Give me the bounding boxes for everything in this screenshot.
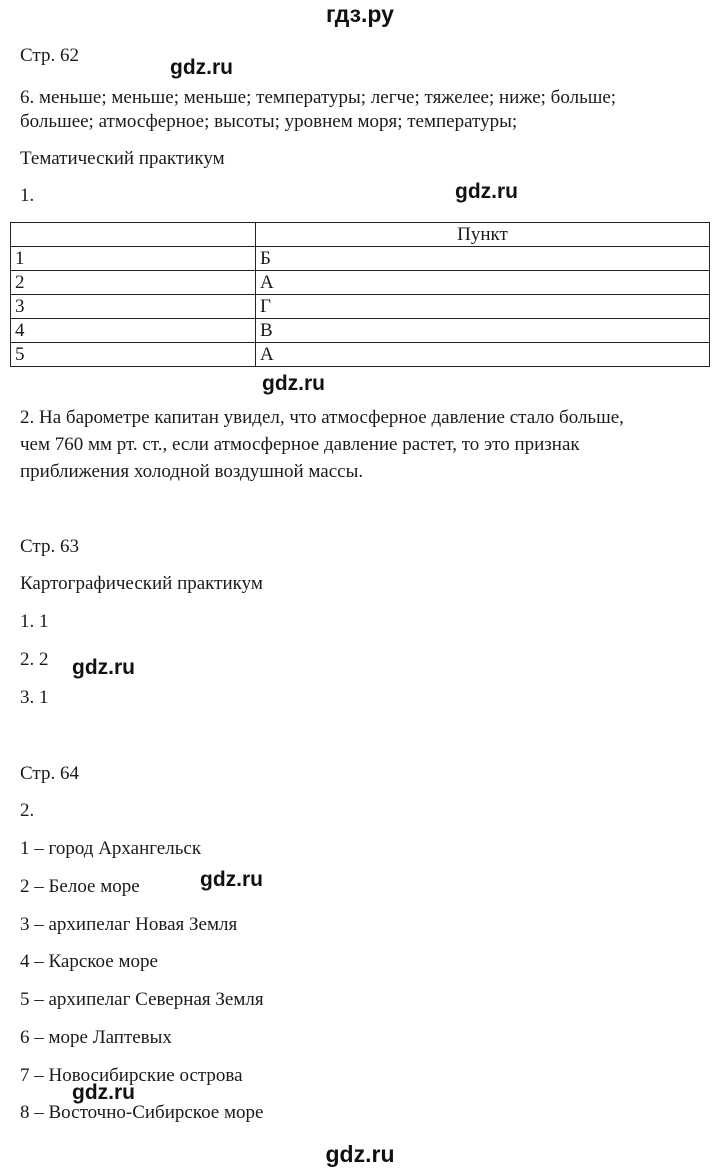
task-2-label: 2. — [20, 800, 35, 821]
table-row — [11, 319, 710, 343]
page-62-heading: Стр. 62 — [20, 45, 79, 66]
table-cell: 1 — [11, 247, 256, 271]
page-64-heading: Стр. 64 — [20, 763, 79, 784]
list-item: 7 – Новосибирские острова — [20, 1065, 243, 1086]
list-item: 5 – архипелаг Северная Земля — [20, 989, 264, 1010]
table-row — [11, 271, 710, 295]
table-cell: А — [256, 343, 710, 367]
thematic-practicum-heading: Тематический практикум — [20, 148, 225, 169]
table-cell: Г — [256, 295, 710, 319]
answer-item: 3. 1 — [20, 687, 49, 708]
table-row — [11, 343, 710, 367]
task-6-line-1: 6. меньше; меньше; меньше; температуры; легче; тяжелее; ниже; больше; — [20, 87, 617, 108]
task-2-line-3: приближения холодной воздушной массы. — [20, 461, 364, 482]
task-2-line-2: чем 760 мм рт. ст., если атмосферное давление растет, то это признак — [20, 434, 580, 455]
answer-item: 2. 2 — [20, 649, 49, 670]
table-cell: 4 — [11, 319, 256, 343]
table-cell: 3 — [11, 295, 256, 319]
task-2-line-1: 2. На барометре капитан увидел, что атмосферное давление стало больше, — [20, 407, 624, 428]
table-cell: 5 — [11, 343, 256, 367]
watermark: gdz.ru — [262, 372, 325, 395]
watermark: gdz.ru — [455, 180, 518, 203]
watermark: gdz.ru — [72, 1081, 135, 1104]
watermark: gdz.ru — [200, 868, 263, 891]
list-item: 8 – Восточно-Сибирское море — [20, 1102, 264, 1123]
list-item: 1 – город Архангельск — [20, 838, 202, 859]
page-63-heading: Стр. 63 — [20, 536, 79, 557]
list-item: 4 – Карское море — [20, 951, 158, 972]
list-item: 2 – Белое море — [20, 876, 140, 897]
cartographic-practicum-heading: Картографический практикум — [20, 573, 263, 594]
table-row — [11, 247, 710, 271]
table-cell: А — [256, 271, 710, 295]
task-1-label: 1. — [20, 185, 35, 206]
answer-table — [10, 222, 710, 367]
table-cell: 2 — [11, 271, 256, 295]
table-row — [11, 295, 710, 319]
table-header-cell — [11, 223, 256, 247]
table-header-cell: Пункт — [256, 223, 710, 247]
table-cell: В — [256, 319, 710, 343]
answer-item: 1. 1 — [20, 611, 49, 632]
table-cell: Б — [256, 247, 710, 271]
watermark: gdz.ru — [170, 56, 233, 79]
list-item: 3 – архипелаг Новая Земля — [20, 914, 238, 935]
task-6-line-2: большее; атмосферное; высоты; уровнем моря; температуры; — [20, 111, 518, 132]
table-header-row — [11, 223, 710, 247]
footer-site-title: gdz.ru — [325, 1141, 395, 1167]
site-title: гдз.ру — [326, 1, 394, 27]
list-item: 6 – море Лаптевых — [20, 1027, 172, 1048]
watermark: gdz.ru — [72, 656, 135, 679]
